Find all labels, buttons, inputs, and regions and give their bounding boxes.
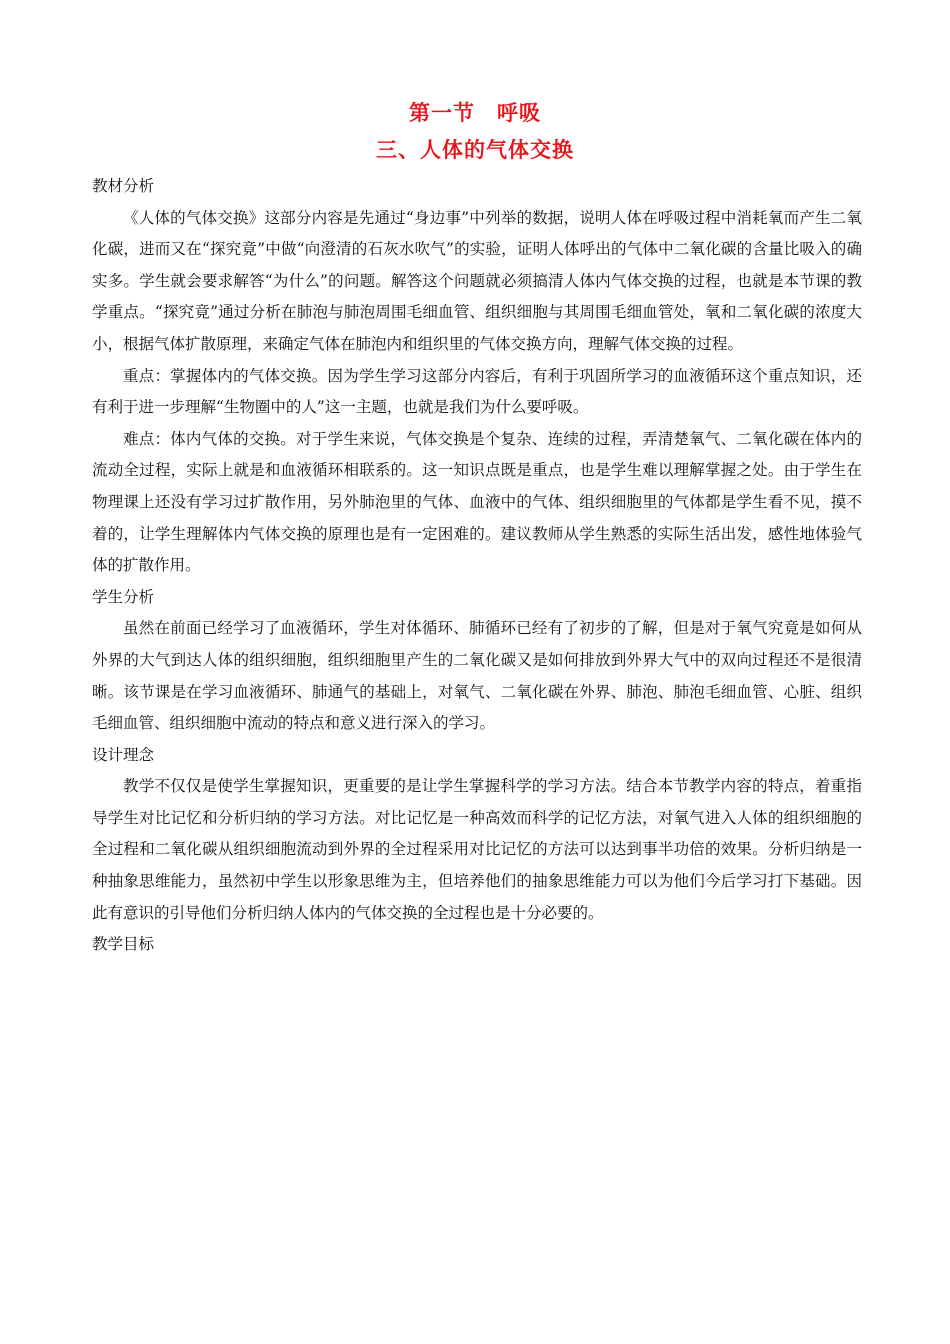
section-heading: 教学目标	[92, 935, 155, 954]
paragraph-difficulty: 难点：体内气体的交换。对于学生来说，气体交换是个复杂、连续的过程，弄清楚氧气、二氧化碳在体内的流动全过程，实际上就是和血液循环相联系的。这一知识点既是重点，也是学生难以理解掌握之处。由于学生在物理课上还没有学习过扩散作用，另外肺泡里的气体、血液中的气体、组织细胞里的气体都是学生看不见，摸不着的，让学生理解体内气体交换的原理也是有一定困难的。建议教师从学生熟悉的实际生活出发，感性地体验气体的扩散作用。	[92, 429, 862, 575]
section-teaching-objectives	[92, 929, 862, 961]
paragraph: 教学不仅仅是使学生掌握知识，更重要的是让学生掌握科学的学习方法。结合本节教学内容的特点，着重指导学生对比记忆和分析归纳的学习方法。对比记忆是一种高效而科学的记忆方法，对氧气进入人体的组织细胞的全过程和二氧化碳从组织细胞流动到外界的全过程采用对比记忆的方法可以达到事半功倍的效果。分析归纳是一种抽象思维能力，虽然初中学生以形象思维为主，但培养他们的抽象思维能力可以为他们今后学习打下基础。因此有意识的引导他们分析归纳人体内的气体交换的全过程也是十分必要的。	[92, 777, 862, 922]
paragraph: 《人体的气体交换》这部分内容是先通过“身边事”中列举的数据，说明人体在呼吸过程中消耗氧而产生二氧化碳，进而又在“探究竟”中做“向澄清的石灰水吹气”的实验，证明人体呼出的气体中二氧化碳的含量比吸入的确实多。学生就会要求解答“为什么”的问题。解答这个问题就必须搞清人体内气体交换的过程，也就是本节课的教学重点。“探究竟”通过分析在肺泡与肺泡周围毛细血管、组织细胞与其周围毛细血管处，氧和二氧化碳的浓度大小，根据气体扩散原理，来确定气体在肺泡内和组织里的气体交换方向，理解气体交换的过程。	[92, 208, 862, 353]
section-textbook-analysis	[92, 171, 862, 582]
paragraph: 虽然在前面已经学习了血液循环，学生对体循环、肺循环已经有了初步的了解，但是对于氧气究竟是如何从外界的大气到达人体的组织细胞，组织细胞里产生的二氧化碳又是如何排放到外界大气中的双向过程还不是很清晰。该节课是在学习血液循环、肺通气的基础上，对氧气、二氧化碳在外界、肺泡、肺泡毛细血管、心脏、组织毛细血管、组织细胞中流动的特点和意义进行深入的学习。	[92, 619, 862, 733]
section-heading: 学生分析	[92, 587, 155, 606]
section-title: 三、人体的气体交换	[376, 137, 574, 162]
section-heading: 设计理念	[92, 745, 155, 764]
section-student-analysis	[92, 582, 862, 740]
section-design-concept	[92, 740, 862, 930]
paragraph-key-point: 重点：掌握体内的气体交换。因为学生学习这部分内容后，有利于巩固所学习的血液循环这个重点知识，还有利于进一步理解“生物圈中的人”这一主题，也就是我们为什么要呼吸。	[92, 366, 862, 417]
section-heading: 教材分析	[92, 177, 155, 195]
document-body	[92, 171, 862, 961]
chapter-title: 第一节 呼吸	[409, 100, 541, 125]
